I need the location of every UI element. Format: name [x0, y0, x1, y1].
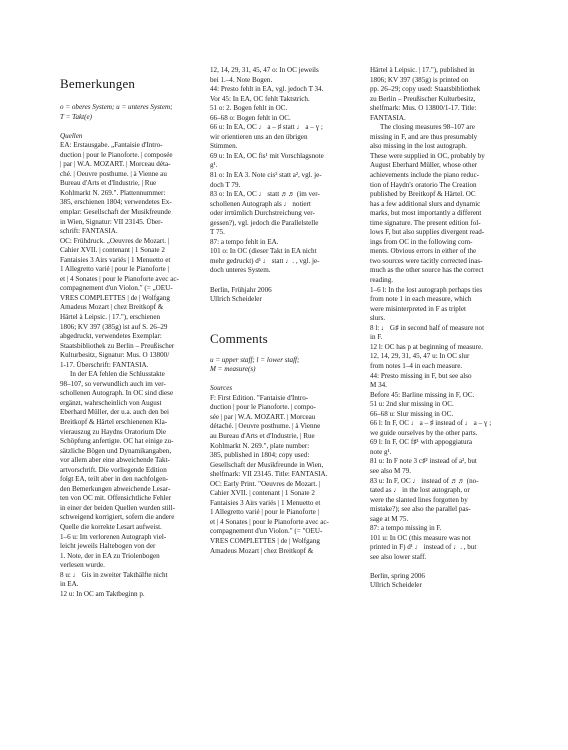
- paragraph-line: missing in F, and are thus presumably: [370, 132, 478, 141]
- source-line: Gesellschaft der Musikfreunde in Wien,: [210, 460, 324, 469]
- paragraph-line: Breitkopf & Härtel erschienenen Kla-: [60, 418, 168, 426]
- note-line: 1–6 l: In the lost autograph perhaps ties: [370, 285, 483, 294]
- note-line: 83 o: In EA, OC ♩ statt ♬♬ (im ver-: [210, 190, 320, 199]
- note-line: M 34.: [370, 381, 387, 390]
- source-line: au Bureau d'Arts et d'Industrie, | Rue: [210, 431, 315, 440]
- note-line: doch unteres System.: [210, 266, 271, 275]
- source-line: FANTASIA.: [370, 113, 406, 122]
- signature-line: Berlin, Frühjahr 2006: [210, 285, 272, 294]
- source-line: Härtel à Leipsic. | 17."), published in: [370, 66, 475, 74]
- source-line: Kohlmarkt N. 269.". Plattennummer:: [60, 188, 166, 197]
- abbrev-line: u = upper staff; l = lower staff;: [210, 355, 300, 364]
- note-line: 12 u: In OC am Taktbeginn p.: [60, 589, 145, 598]
- paragraph-line: ings from OC in the following com-: [370, 237, 473, 246]
- source-line: Kohlmarkt N. 269.", plate number:: [210, 441, 310, 450]
- paragraph-line: ergänzt, wahrscheinlich von August: [60, 398, 162, 407]
- source-line: emplar: Gesellschaft der Musikfreunde: [60, 207, 171, 216]
- note-line: Before 45: Barline missing in F, OC.: [370, 390, 475, 399]
- abbreviations: [210, 356, 358, 375]
- note-line: schollenen Autograph als ♩ notiert: [210, 199, 311, 208]
- note-line: 101 u: In OC (this measure was not: [370, 533, 471, 542]
- paragraph-line: folgt EA, teilt aber in den nachfolgen-: [60, 475, 169, 484]
- source-line: in Wien, Signatur: VII 23145. Über-: [60, 217, 163, 226]
- source-line: EA: Erstausgabe. „Fantaisie d'Intro-: [60, 141, 163, 150]
- note-line: note g¹.: [370, 447, 392, 456]
- note-line: mistake?); see also the parallel pas-: [370, 505, 471, 514]
- note-line: 12, 14, 29, 31, 45, 47 o: In OC jeweils: [210, 66, 319, 74]
- source-line: zu Berlin – Preußischer Kulturbesitz,: [370, 94, 476, 103]
- source-line: et | 4 Sonates | pour le Pianoforte avec ac-: [210, 517, 329, 526]
- note-line: wir orientieren uns an den übrigen: [210, 132, 308, 141]
- note-line: 8 l: ♩ G♯ in second half of measure not: [370, 323, 485, 332]
- notes-list: [210, 66, 358, 276]
- source-line: Amadeus Mozart | chez Breitkopf &: [210, 546, 314, 555]
- note-line: see also M 79.: [370, 466, 411, 475]
- note-line: Stimmen.: [210, 142, 238, 151]
- paragraph-line: Quelle die korrekte Lesart aufweist.: [60, 523, 162, 532]
- paragraph-line: two sources were tacitly corrected inas-: [370, 256, 483, 265]
- paragraph-line: vor allem aber eine abweichende Takt-: [60, 456, 170, 465]
- note-line: mehr gedruckt) d¹ ♩ statt ♩. , vgl. je-: [210, 256, 320, 265]
- paragraph-line: The closing measures 98–107 are: [380, 123, 475, 132]
- source-line: 1806; KV 397 (385g) ist auf S. 26–29: [60, 322, 168, 331]
- source-line: détaché. | Oeuvre posthume. | à Vienne: [210, 422, 321, 431]
- source-line: shelfmark: VII 23145. Title: FANTASIA.: [210, 470, 328, 479]
- paragraph-line: Schöpfung anfertigte. OC hat einige zu-: [60, 437, 174, 446]
- source-line: 385, erschienen 1804; verwendetes Ex-: [60, 198, 172, 207]
- source-line: Amadeus Mozart | chez Breitkopf &: [60, 303, 164, 312]
- note-line: Vor 45: In EA, OC fehlt Taktstrich.: [210, 94, 310, 103]
- note-line: verlesen wurde.: [60, 561, 105, 570]
- source-line: schrift: FANTASIA.: [60, 227, 118, 236]
- source-line: abgedruckt, verwendetes Exemplar:: [60, 332, 162, 341]
- source-line: shelfmark: Mus. O 13800/1-17. Title:: [370, 104, 477, 113]
- abbreviations: [60, 103, 196, 122]
- note-line: sage at M 75.: [370, 514, 409, 523]
- column-middle: [210, 66, 358, 556]
- note-line: 66 l: In F, OC ♩ a – ♯ instead of ♩ a – ɣ ;: [370, 419, 492, 428]
- note-line: in F.: [370, 333, 383, 342]
- note-line: 44: Presto missing in F, but see also: [370, 371, 472, 380]
- note-line: from notes 1–4 in each measure.: [370, 361, 463, 370]
- note-line: 101 o: In OC (dieser Takt in EA nicht: [210, 247, 317, 256]
- source-ea: [60, 141, 196, 236]
- source-line: 1 Allegretto varié | pour le Pianoforte |: [210, 508, 320, 517]
- note-line: from note 1 in each measure, which: [370, 295, 472, 304]
- note-line: we guide ourselves by the other parts.: [370, 428, 478, 437]
- note-line: 81 u: In F note 3 c♯² instead of a², but: [370, 457, 477, 466]
- paragraph-line: published by Breitkopf & Härtel. OC: [370, 190, 476, 199]
- sources-heading: Quellen: [60, 131, 83, 140]
- signature: [370, 572, 518, 591]
- note-line: gessen?), vgl. jedoch die Parallelstelle: [210, 218, 319, 227]
- note-line: 83 u: In F, OC ♩ instead of ♬♬ (no-: [370, 476, 479, 485]
- column-english: [370, 66, 518, 591]
- note-line: 66–68 o: Bogen fehlt in OC.: [210, 113, 291, 122]
- page: [60, 66, 524, 726]
- paragraph-line: den Bemerkungen abweichende Lesar-: [60, 484, 171, 493]
- note-line: leicht jeweils Haltebogen von der: [60, 542, 156, 551]
- paragraph-line: In der EA fehlen die Schlusstakte: [70, 370, 165, 379]
- note-line: slurs.: [370, 314, 386, 323]
- paragraph-line: in einer der beiden Quellen wurden still-: [60, 503, 176, 512]
- notes-list: [60, 533, 196, 600]
- note-line: were the slanted lines forgotten by: [370, 495, 468, 504]
- paragraph-line: These were supplied in OC, probably by: [370, 151, 485, 160]
- note-line: 66 u: In EA, OC ♩ a – ♯ statt ♩ a – ɣ ;: [210, 123, 323, 132]
- note-line: bei 1.–4. Note Bogen.: [210, 75, 273, 84]
- abbrev-line: T = Takt(e): [60, 112, 92, 121]
- source-line: Staatsbibliothek zu Berlin – Preußischer: [60, 341, 175, 350]
- source-line: VRES COMPLETTES | de | Wolfgang: [210, 536, 320, 545]
- signature-line: Berlin, spring 2006: [370, 571, 425, 580]
- source-line: duction | pour le Pianoforte. | composée: [60, 150, 173, 159]
- heading-comments: Comments: [210, 330, 268, 346]
- paragraph-line: much as the other source has the correct: [370, 266, 484, 275]
- sources-paragraph: [370, 123, 518, 285]
- source-line: F: First Edition. "Fantaisie d'Intro-: [210, 393, 309, 402]
- source-line: pp. 26–29; copy used: Staatsbibliothek: [370, 85, 481, 94]
- source-line: 385, published in 1804; copy used:: [210, 451, 310, 460]
- paragraph-line: tion of Haydn's oratorio The Creation: [370, 180, 477, 189]
- paragraph-line: time signature. The present edition fol-: [370, 218, 481, 227]
- note-line: 69 u: In EA, OC fis¹ mit Vorschlagsnote: [210, 151, 324, 160]
- note-line: 1–6 u: Im verlorenen Autograph viel-: [60, 532, 167, 541]
- source-line: Cahier XVII. | contenant | 1 Sonate 2: [210, 489, 315, 498]
- sources-paragraph: [60, 370, 196, 532]
- paragraph-line: sätzliche Bögen und Dynamikangaben,: [60, 446, 172, 455]
- source-line: | par | W.A. MOZART. | Morceau déta-: [60, 160, 171, 169]
- column-german: [60, 76, 196, 599]
- note-line: 87: a tempo missing in F.: [370, 524, 442, 533]
- signature-line: Ullrich Scheideler: [210, 295, 262, 304]
- note-line: g¹.: [210, 161, 218, 170]
- source-line: Fantaisies 3 Airs variés | 1 Menuetto et: [210, 498, 321, 507]
- note-line: see also lower staff.: [370, 552, 427, 561]
- note-line: 8 u: ♩ Gis in zweiter Takthälfte nicht: [60, 570, 168, 579]
- note-line: 66–68 u: Slur missing in OC.: [370, 409, 454, 418]
- source-line: Fantaisies 3 Airs variés | 1 Menuetto et: [60, 255, 171, 264]
- note-line: tated as ♩ in the lost autograph, or: [370, 486, 470, 495]
- source-line: duction | pour le Pianoforte. | compo-: [210, 403, 316, 412]
- note-line: 51 u: 2nd slur missing in OC.: [370, 400, 454, 409]
- note-line: T 75.: [210, 228, 225, 237]
- note-line: 69 l: In F, OC f♯¹ with appoggiatura: [370, 438, 473, 447]
- source-line: Bureau d'Arts et d'Industrie, | Rue: [60, 179, 157, 188]
- source-line: et | 4 Sonates | pour le Pianoforte avec ac-: [60, 274, 179, 283]
- source-line: sée | par | W.A. MOZART. | Morceau: [210, 412, 316, 421]
- source-oc-continued: [370, 66, 518, 123]
- note-line: in EA.: [60, 580, 79, 589]
- note-line: oder irrtümlich Durchstreichung ver-: [210, 209, 315, 218]
- note-line: 87: a tempo fehlt in EA.: [210, 237, 279, 246]
- source-line: compagnement d'un Violon." (= „OEU-: [60, 284, 173, 293]
- source-oc: [210, 480, 358, 556]
- source-line: 1-17. Überschrift: FANTASIA.: [60, 360, 149, 369]
- note-line: 1. Note, der in EA zu Triolenbogen: [60, 551, 160, 560]
- paragraph-line: schweigend korrigiert, sofern die andere: [60, 513, 175, 522]
- note-line: 44: Presto fehlt in EA, vgl. jedoch T 34.: [210, 85, 324, 94]
- paragraph-line: vierauszug zu Haydns Oratorium Die: [60, 427, 166, 436]
- note-line: 81 o: In EA 3. Note cis² statt a², vgl. je-: [210, 171, 322, 180]
- note-line: doch T 79.: [210, 180, 241, 189]
- note-line: 51 o: 2. Bogen fehlt in OC.: [210, 104, 288, 113]
- abbrev-line: M = measure(s): [210, 365, 256, 374]
- paragraph-line: achievements include the piano reduc-: [370, 171, 480, 180]
- source-line: Härtel à Leipsic. | 17."), erschienen: [60, 312, 161, 321]
- paragraph-line: also missing in the lost autograph.: [370, 142, 467, 151]
- note-line: were misinterpreted in F as triplet: [370, 304, 466, 313]
- source-line: ché. | Oeuvre posthume. | à Vienne au: [60, 169, 167, 178]
- source-line: Cahier XVII. | contenant | 1 Sonate 2: [60, 246, 165, 255]
- paragraph-line: schollenen Autograph. In OC sind diese: [60, 389, 174, 398]
- note-line: printed in F) d¹ ♩ instead of ♩. , but: [370, 543, 477, 552]
- paragraph-line: has a few additional slurs and dynamic: [370, 199, 481, 208]
- signature-line: Ullrich Scheideler: [370, 581, 422, 590]
- paragraph-line: artvorschrift. Die vorliegende Edition: [60, 465, 167, 474]
- paragraph-line: marks, but most importantly a different: [370, 209, 482, 218]
- paragraph-line: 98–107, so verwundlich auch im ver-: [60, 379, 166, 388]
- source-line: Kulturbesitz, Signatur: Mus. O 13800/: [60, 351, 170, 360]
- paragraph-line: August Eberhard Müller, whose other: [370, 161, 478, 170]
- paragraph-line: lows F, but also supplies divergent read-: [370, 228, 485, 237]
- paragraph-line: ments. Obvious errors in either of the: [370, 247, 477, 256]
- source-line: VRES COMPLETTES | de | Wolfgang: [60, 293, 170, 302]
- source-oc: [60, 237, 196, 371]
- paragraph-line: Eberhard Müller, der u.a. auch den bei: [60, 408, 170, 417]
- note-line: 12 l: OC has p at beginning of measure.: [370, 342, 483, 351]
- source-line: 1806; KV 397 (385g) is printed on: [370, 75, 469, 84]
- source-line: OC: Frühdruck. „Oeuvres de Mozart. |: [60, 236, 170, 245]
- notes-list: [370, 286, 518, 563]
- paragraph-line: ten von OC mit. Offensichtliche Fehler: [60, 494, 171, 503]
- paragraph-line: reading.: [370, 276, 394, 285]
- source-line: 1 Allegretto varié | pour le Pianoforte |: [60, 265, 170, 274]
- signature: [210, 286, 358, 305]
- source-line: compagnement d'un Violon." (= "OEU-: [210, 527, 323, 536]
- heading-bemerkungen: Bemerkungen: [60, 76, 136, 91]
- sources-heading: Sources: [210, 384, 233, 393]
- abbrev-line: o = oberes System; u = unteres System;: [60, 103, 173, 111]
- source-f: [210, 394, 358, 480]
- source-line: OC: Early Print. "Oeuvres de Mozart. |: [210, 479, 321, 488]
- note-line: 12, 14, 29, 31, 45, 47 u: In OC slur: [370, 352, 470, 361]
